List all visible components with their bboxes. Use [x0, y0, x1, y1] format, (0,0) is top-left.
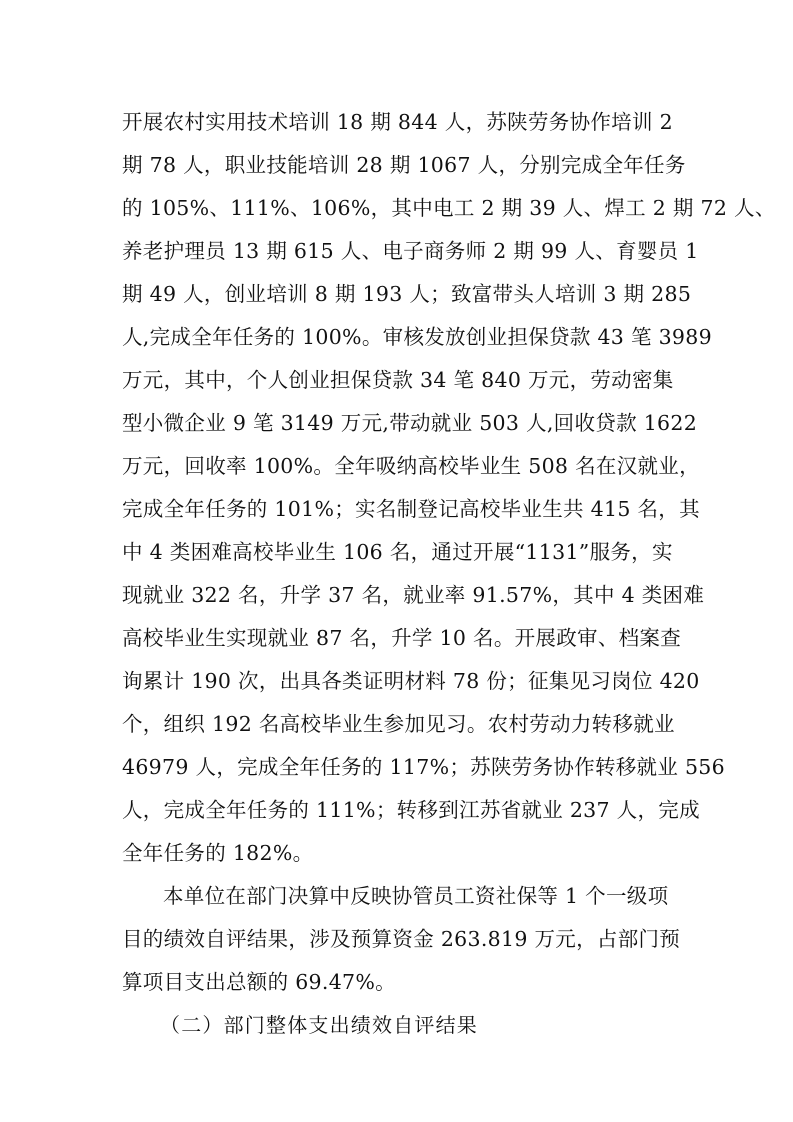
text-line: 46979 人，完成全年任务的 117%；苏陕劳务协作转移就业 556	[122, 755, 725, 779]
text-line: 养老护理员 13 期 615 人、电子商务师 2 期 99 人、育婴员 1	[122, 239, 699, 263]
text-line: 询累计 190 次，出具各类证明材料 78 份；征集见习岗位 420	[122, 669, 700, 693]
text-line: 目的绩效自评结果，涉及预算资金 263.819 万元，占部门预	[122, 927, 681, 951]
text-line: 万元，回收率 100%。全年吸纳高校毕业生 508 名在汉就业，	[122, 454, 700, 478]
text-line: 的 105%、111%、106%，其中电工 2 期 39 人、焊工 2 期 72 人、	[122, 196, 776, 220]
text-line: 高校毕业生实现就业 87 名，升学 10 名。开展政审、档案查	[122, 626, 682, 650]
text-line: 期 78 人，职业技能培训 28 期 1067 人，分别完成全年任务	[122, 153, 686, 177]
text-line: 人,完成全年任务的 100%。审核发放创业担保贷款 43 笔 3989	[122, 325, 712, 349]
text-line: 中 4 类困难高校毕业生 106 名，通过开展“1131”服务，实	[122, 540, 673, 564]
text-line: 期 49 人，创业培训 8 期 193 人；致富带头人培训 3 期 285	[122, 282, 692, 306]
text-line: 现就业 322 名，升学 37 名，就业率 91.57%，其中 4 类困难	[122, 583, 705, 607]
text-line: 本单位在部门决算中反映协管员工资社保等 1 个一级项	[163, 884, 669, 908]
text-line: 全年任务的 182%。	[122, 841, 314, 865]
text-line: 算项目支出总额的 69.47%。	[122, 970, 396, 994]
text-line: 完成全年任务的 101%；实名制登记高校毕业生共 415 名，其	[122, 497, 700, 521]
text-line: 开展农村实用技术培训 18 期 844 人，苏陕劳务协作培训 2	[122, 110, 673, 134]
text-line: 型小微企业 9 笔 3149 万元,带动就业 503 人,回收贷款 1622	[122, 411, 698, 435]
section-heading: （二）部门整体支出绩效自评结果	[160, 1013, 478, 1037]
text-line: 个，组织 192 名高校毕业生参加见习。农村劳动力转移就业	[122, 712, 675, 736]
text-line: 万元，其中，个人创业担保贷款 34 笔 840 万元，劳动密集	[122, 368, 674, 392]
text-line: 人，完成全年任务的 111%；转移到江苏省就业 237 人，完成	[122, 798, 700, 822]
